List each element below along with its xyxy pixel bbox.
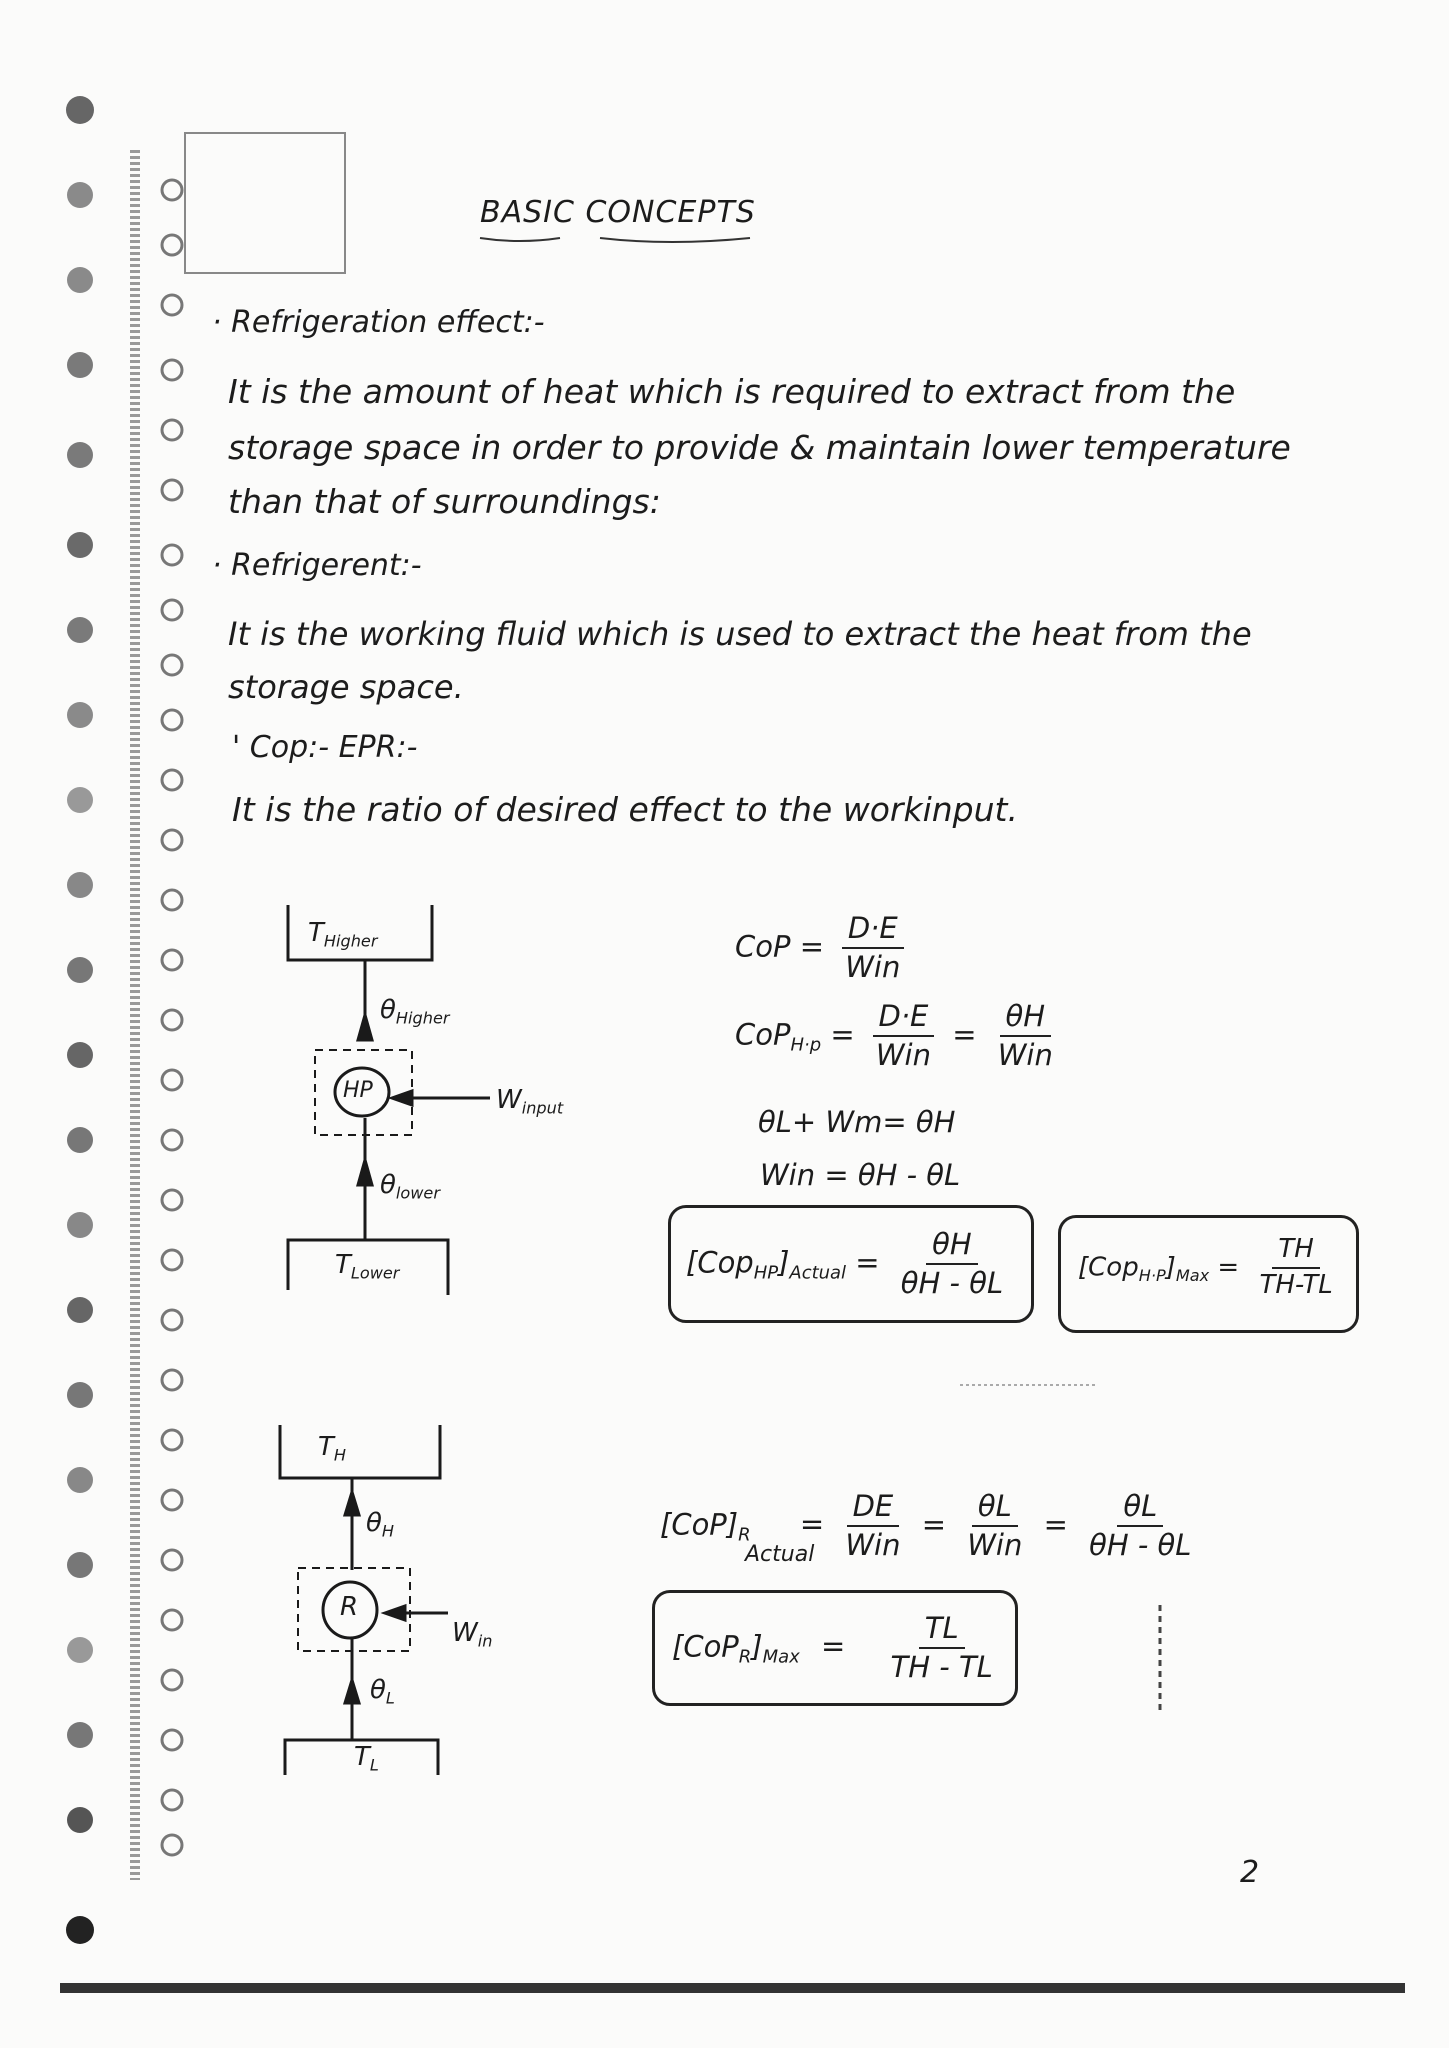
- r-eq-cop-actual: [660, 1489, 1203, 1567]
- equals: =: [921, 1507, 947, 1542]
- denominator: TH-TL: [1259, 1269, 1333, 1300]
- bracket: ]: [751, 1629, 763, 1664]
- r-q-low-sub: L: [385, 1688, 395, 1708]
- fraction: [992, 1000, 1059, 1073]
- ring-holes: [162, 180, 182, 1855]
- hp-q-high-symbol: θ: [380, 995, 396, 1025]
- r-q-high-sub: H: [381, 1521, 395, 1541]
- eq-lhs: [Cop: [686, 1245, 754, 1280]
- denominator: TH - TL: [890, 1650, 993, 1685]
- r-q-high-label: [366, 1508, 394, 1541]
- r-bottom-reservoir-sub: L: [369, 1755, 379, 1775]
- cop-r-max-eq: [672, 1612, 1005, 1685]
- hp-q-low-sub: lower: [395, 1183, 440, 1203]
- r-work-symbol: W: [452, 1618, 478, 1648]
- corner-box: [185, 133, 345, 273]
- eq-sub: Max: [762, 1646, 800, 1668]
- numerator: θH: [1000, 1000, 1052, 1037]
- cop-hp-actual-eq: [686, 1228, 1015, 1301]
- hp-eq-cop-hp: [735, 1000, 1065, 1073]
- heading-cop: ' Cop:- EPR:-: [232, 730, 418, 765]
- denominator: θH - θL: [900, 1266, 1004, 1301]
- text-line: storage space.: [228, 668, 464, 706]
- r-q-low-label: [370, 1675, 395, 1708]
- bracket: ]: [778, 1245, 790, 1280]
- eq-lhs-sub: R: [738, 1524, 751, 1546]
- equals: =: [821, 1629, 846, 1664]
- eq-sub: Max: [1175, 1266, 1210, 1286]
- numerator: θL: [972, 1490, 1018, 1527]
- hp-q-low-symbol: θ: [380, 1170, 396, 1200]
- hp-bottom-reservoir-label: [335, 1250, 399, 1283]
- text-line: It is the working fluid which is used to extract the heat from the: [228, 615, 1252, 653]
- bracket: ]: [1165, 1252, 1176, 1283]
- fraction: [839, 912, 906, 985]
- denominator: Win: [967, 1528, 1023, 1563]
- hp-q-high-label: [380, 995, 449, 1028]
- r-work-label: [452, 1618, 492, 1651]
- fraction: [885, 1612, 999, 1685]
- denominator: Win: [845, 1528, 901, 1563]
- equals: =: [1217, 1252, 1240, 1283]
- equals: =: [830, 1017, 855, 1052]
- binder-holes: [66, 96, 94, 1944]
- hp-bottom-reservoir-sub: Lower: [350, 1263, 400, 1283]
- fraction: [839, 1490, 906, 1563]
- hp-top-reservoir-sub: Higher: [323, 931, 378, 951]
- denominator: Win: [875, 1038, 931, 1073]
- equals: =: [952, 1017, 977, 1052]
- heat-pump-diagram: [288, 905, 490, 1295]
- eq-sub: Actual: [789, 1262, 847, 1284]
- denominator: θH - θL: [1089, 1528, 1192, 1563]
- r-bottom-reservoir-symbol: T: [354, 1742, 370, 1772]
- denominator: Win: [845, 950, 901, 985]
- refrigerator-diagram: [280, 1425, 448, 1775]
- r-q-low-symbol: θ: [370, 1675, 386, 1705]
- cop-hp-max-eq: [1078, 1235, 1345, 1301]
- text-line: It is the amount of heat which is required to extract from the: [228, 372, 1236, 411]
- r-bottom-reservoir-label: [354, 1742, 379, 1775]
- fraction: [961, 1490, 1028, 1563]
- r-top-reservoir-symbol: T: [318, 1432, 334, 1462]
- eq-lhs: [CoP]: [660, 1507, 739, 1542]
- eq-lhs: CoP =: [735, 929, 824, 964]
- numerator: θL: [1117, 1490, 1163, 1527]
- hp-work-label: [496, 1085, 563, 1118]
- numerator: TL: [919, 1612, 965, 1649]
- fraction: [870, 1000, 937, 1073]
- bottom-rule: [60, 1983, 1405, 1993]
- numerator: DE: [847, 1490, 900, 1527]
- fraction: [1083, 1490, 1197, 1563]
- page-number: 2: [1240, 1855, 1260, 1890]
- numerator: D·E: [873, 1000, 935, 1037]
- r-work-sub: in: [477, 1631, 493, 1651]
- r-top-reservoir-sub: H: [333, 1445, 347, 1465]
- hp-device-label: HP: [343, 1078, 373, 1103]
- hp-eq-work: Win = θH - θL: [760, 1158, 961, 1192]
- hp-work-sub: input: [521, 1098, 564, 1118]
- eq-lhs-sub: R: [738, 1646, 752, 1668]
- r-q-high-symbol: θ: [366, 1508, 382, 1538]
- hp-work-symbol: W: [496, 1085, 522, 1115]
- numerator: θH: [926, 1228, 978, 1265]
- hp-eq-cop: [735, 912, 912, 985]
- eq-lhs-sub: H·p: [790, 1034, 822, 1056]
- hp-top-reservoir-symbol: T: [308, 918, 324, 948]
- heading-refrigerant: · Refrigerent:-: [212, 548, 422, 583]
- eq-lhs: CoP: [735, 1017, 791, 1052]
- equals: =: [1043, 1507, 1068, 1542]
- text-line: than that of surroundings:: [228, 482, 661, 521]
- r-top-reservoir-label: [318, 1432, 346, 1465]
- r-device-label: R: [340, 1592, 359, 1622]
- eq-lhs: [Cop: [1078, 1252, 1139, 1283]
- eq-actual-label: Actual: [745, 1542, 815, 1567]
- fraction: [1253, 1235, 1338, 1301]
- denominator: Win: [997, 1038, 1053, 1073]
- text-line: It is the ratio of desired effect to the workinput.: [232, 790, 1018, 829]
- numerator: TH: [1272, 1235, 1319, 1269]
- equals: =: [799, 1507, 825, 1542]
- equals: =: [855, 1245, 880, 1280]
- text-line: storage space in order to provide & maintain lower temperature: [228, 428, 1291, 467]
- eq-lhs-sub: H·P: [1138, 1266, 1166, 1286]
- hp-q-high-sub: Higher: [395, 1008, 450, 1028]
- numerator: D·E: [842, 912, 904, 949]
- heading-refrigeration-effect: · Refrigeration effect:-: [212, 305, 545, 340]
- hp-top-reservoir-label: [308, 918, 377, 951]
- eq-lhs: [CoP: [672, 1629, 739, 1664]
- page-title: BASIC CONCEPTS: [480, 195, 756, 230]
- hp-q-low-label: [380, 1170, 440, 1203]
- hp-eq-balance: θL+ Wm= θH: [758, 1105, 956, 1139]
- fraction: [895, 1228, 1009, 1301]
- eq-lhs-sub: HP: [753, 1262, 779, 1284]
- hp-bottom-reservoir-symbol: T: [335, 1250, 351, 1280]
